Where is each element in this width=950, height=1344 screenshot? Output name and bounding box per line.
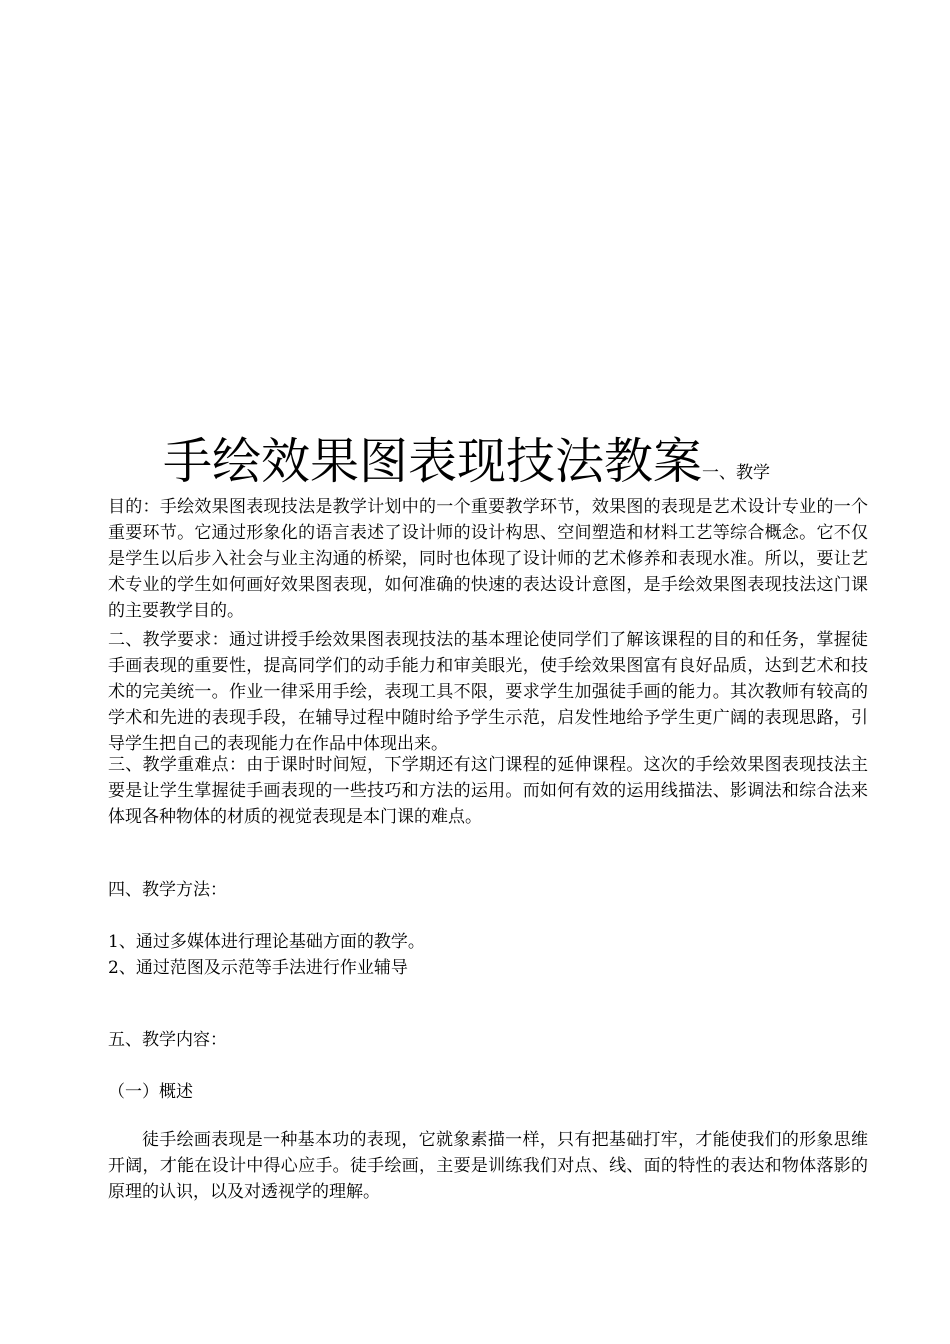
section3-paragraph: 三、教学重难点：由于课时时间短，下学期还有这门课程的延伸课程。这次的手绘效果图表现技法主要是让学生掌握徒手画表现的一些技巧和方法的运用。而如何有效的运用线描法、影调法和综合法来体现各种物体的材质的视觉表现是本门课的难点。 xyxy=(108,755,868,827)
method-item-2: 2、通过范图及示范等手法进行作业辅导 xyxy=(108,958,408,978)
section5-heading: 五、教学内容： xyxy=(108,1030,227,1050)
method-item-1: 1、通过多媒体进行理论基础方面的教学。 xyxy=(108,932,425,952)
subsection1-heading: （一）概述 xyxy=(108,1082,193,1102)
section1-paragraph: 目的：手绘效果图表现技法是教学计划中的一个重要教学环节，效果图的表现是艺术设计专业的一个重要环节。它通过形象化的语言表述了设计师的设计构思、空间塑造和材料工艺等综合概念。它不仅是学生以后步入社会与业主沟通的桥梁，同时也体现了设计师的艺术修养和表现水准。所以，要让艺术专业的学生如何画好效果图表现，如何准确的快速的表达设计意图，是手绘效果图表现技法这门课的主要教学目的。 xyxy=(108,497,868,621)
section1-heading-start: 一、教学 xyxy=(702,463,771,483)
section4-heading: 四、教学方法： xyxy=(108,880,227,900)
document-title: 手绘效果图表现技法教案 xyxy=(163,433,703,490)
section2-paragraph: 二、教学要求：通过讲授手绘效果图表现技法的基本理论使同学们了解该课程的目的和任务，掌握徒手画表现的重要性，提高同学们的动手能力和审美眼光，使手绘效果图富有良好品质，达到艺术和技术的完美统一。作业一律采用手绘，表现工具不限，要求学生加强徒手画的能力。其次教师有较高的学术和先进的表现手段，在辅导过程中随时给予学生示范，启发性地给予学生更广阔的表现思路，引导学生把自己的表现能力在作品中体现出来。 xyxy=(108,630,868,754)
overview-paragraph: 徒手绘画表现是一种基本功的表现，它就象素描一样，只有把基础打牢，才能使我们的形象思维开阔，才能在设计中得心应手。徒手绘画，主要是训练我们对点、线、面的特性的表达和物体落影的原理的认识，以及对透视学的理解。 xyxy=(108,1130,868,1202)
